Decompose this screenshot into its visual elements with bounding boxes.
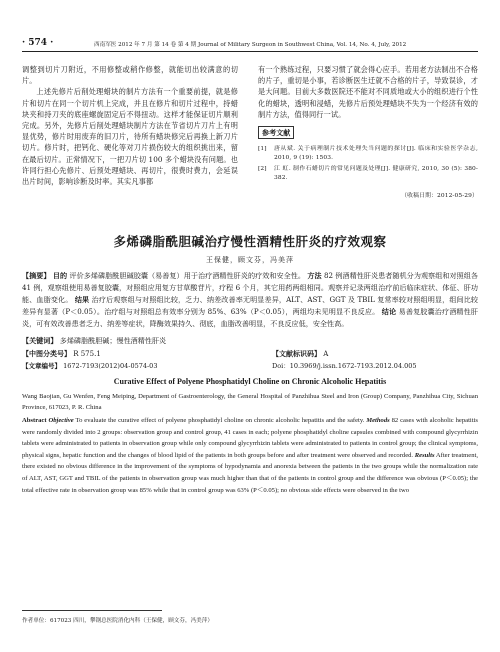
author-affiliation-footnote: 作者单位：617023 四川，攀钢总医院消化内科（王保健，顾文芬，冯美萍） <box>22 618 213 624</box>
abstract-cn: 【摘要】 目的 评价多烯磷脂酰胆碱胶囊（易善复）用于治疗酒精性肝炎的疗效和安全性。 方法 82 例酒精性肝炎患者随机分为观察组和对照组各 41 例，观察组使用易善复胶囊，对照组应用复方甘草酸苷片，疗程 6 个月，其它用药两组相同。观察并记录两组治疗前后临床症状、体征、肝功能、血脂变化。 结果 治疗后观察组与对照组比较，乏力、纳差改善率无明显差异，ALT、AST、GGT 及 TBIL 复常率较对照组明显，组间比较差异有显著（P＜0.05）。治疗组与对照组总有效率分别为 85%、63%（P＜0.05），两组均未见明显不良反应。 结论 易善复胶囊治疗酒精性肝炎，可有效改善患者乏力、纳差等症状，降酶效果持久、彻底，血脂改善明显，不良反应低，安全性高。 <box>22 271 479 328</box>
article-number-line: 【文章编号】 1672-7193(2012)04-0574-03 Doi：10.3969/j.issn.1672-7193.2012.04.005 <box>22 362 417 370</box>
doi: Doi：10.3969/j.issn.1672-7193.2012.04.005 <box>272 362 417 370</box>
paragraph: 有一个熟练过程，只要习惯了就会得心应手。若用老方法制出不合格的片子，重切是小事，若诊断医生迁就不合格的片子，导致误诊，才是大问题。目前大多数医院还不能对不同质地或大小的组织进行个性化的蜡块，透明和浸蜡，先修片后预处理蜡块不失为一个经济有效的制片方法，值得同行一试。 <box>258 65 478 119</box>
running-header <box>22 38 478 52</box>
article-title-cn: 多烯磷脂酰胆碱治疗慢性酒精性肝炎的疗效观察 <box>113 234 387 249</box>
footnote-rule <box>22 610 162 611</box>
paragraph: 调整到切片刀附近，不用修整或稍作修整，就能切出较满意的切片。 <box>22 65 238 86</box>
header-rule <box>22 51 478 52</box>
received-date: （收稿日期：2012-05-29） <box>401 193 478 200</box>
references-heading: 参考文献 <box>258 126 478 139</box>
authors-en: Wang Baojian, Gu Wenfen, Feng Meiping, Department of Gastroenterology, the General Hospital of Panzhihua Steel and Iron (Group) Company, Panzhihua City, Sichuan Province, 617023, P. R. China <box>22 393 478 411</box>
article-title-en: Curative Effect of Polyene Phosphatidyl Choline on Chronic Alcoholic Hepatitis <box>113 377 387 386</box>
right-column <box>258 64 478 202</box>
paragraph: 上述先修片后削处理蜡块的制片方法有一个重要前提，就是修片和切片在同一个切片机上完成，并且在修片和切片过程中，持蜡块夹和持刀夹的底座螺旋固定后不得扭动。这样才能保证切片顺利完成。另外，先修片后削处理蜡块制片方法在节省切片刀片上有明显优势，修片时用废弃的旧刀片，待所有蜡块修完后再换上新刀片切片。修片时，把钙化、硬化等对刀片损伤较大的组织挑出来，留在最后切片。正常情况下，一把刀片切 100 多个蜡块没有问题。也许同行担心先修片、后预处理蜡块、再切片，很费时费力，会延误出片时间，影响诊断及时率。其实凡事都 <box>22 87 238 187</box>
authors-cn: 王保健，顾文芬，冯美萍 <box>206 256 294 264</box>
journal-header-text: 西南军医 2012 年 7 月 第 14 卷 第 4 期 Journal of Military Surgeon in Southwest China, Vol. 14, No. 4, July, 2012 <box>94 42 407 48</box>
reference-item: [1] 唐从斌. 关于病理制片技术处理失当问题的探讨[J]. 临床和实验医学杂志, 2010, 9 (19): 1503. <box>258 146 478 162</box>
left-column <box>22 64 238 187</box>
page-number: · 574 · <box>22 38 54 48</box>
reference-item: [2] 江 虹. 制作石蜡切片的常见问题及处理[J]. 健康研究, 2010, 30 (5): 380-382. <box>258 166 478 182</box>
classification-line: 【中图分类号】 R 575.1 【文献标识码】 A <box>22 349 329 358</box>
abstract-en: Abstract Objective To evaluate the curative effect of polyene phosphatidyl choline on chronic alcoholic hepatitis and the safety. Methods 82 cases with alcoholic hepatitis were randomly divided into 2 groups: observation group and control group, 41 cases in each; polyene phosphatidyl choline capsules combined with compound glycyrrhizin tablets were administrated to patients in observation group while only compound glycyrrhizin tablets were administrated to patients in control group; the clinical symptoms, physical signs, hepatic function and the changes of blood lipid of the patients in both groups before and after treatment were observed and recorded. Results After treatment, there existed no obvious difference in the improvement of the symptoms of hypodynamia and anorexia between the patients in the two groups while the normalization rate of ALT, AST, GGT and TBIL of the patients in observation group was much higher than that of the patients in control group and the difference was obvious (P＜0.05); the total effective rate in observation group was 85% while that in control group was 63% (P＜0.05); no obvious side effects were observed in the two <box>22 417 478 494</box>
keywords-cn: 【关键词】 多烯磷脂酰胆碱；慢性酒精性肝炎 <box>22 336 167 345</box>
